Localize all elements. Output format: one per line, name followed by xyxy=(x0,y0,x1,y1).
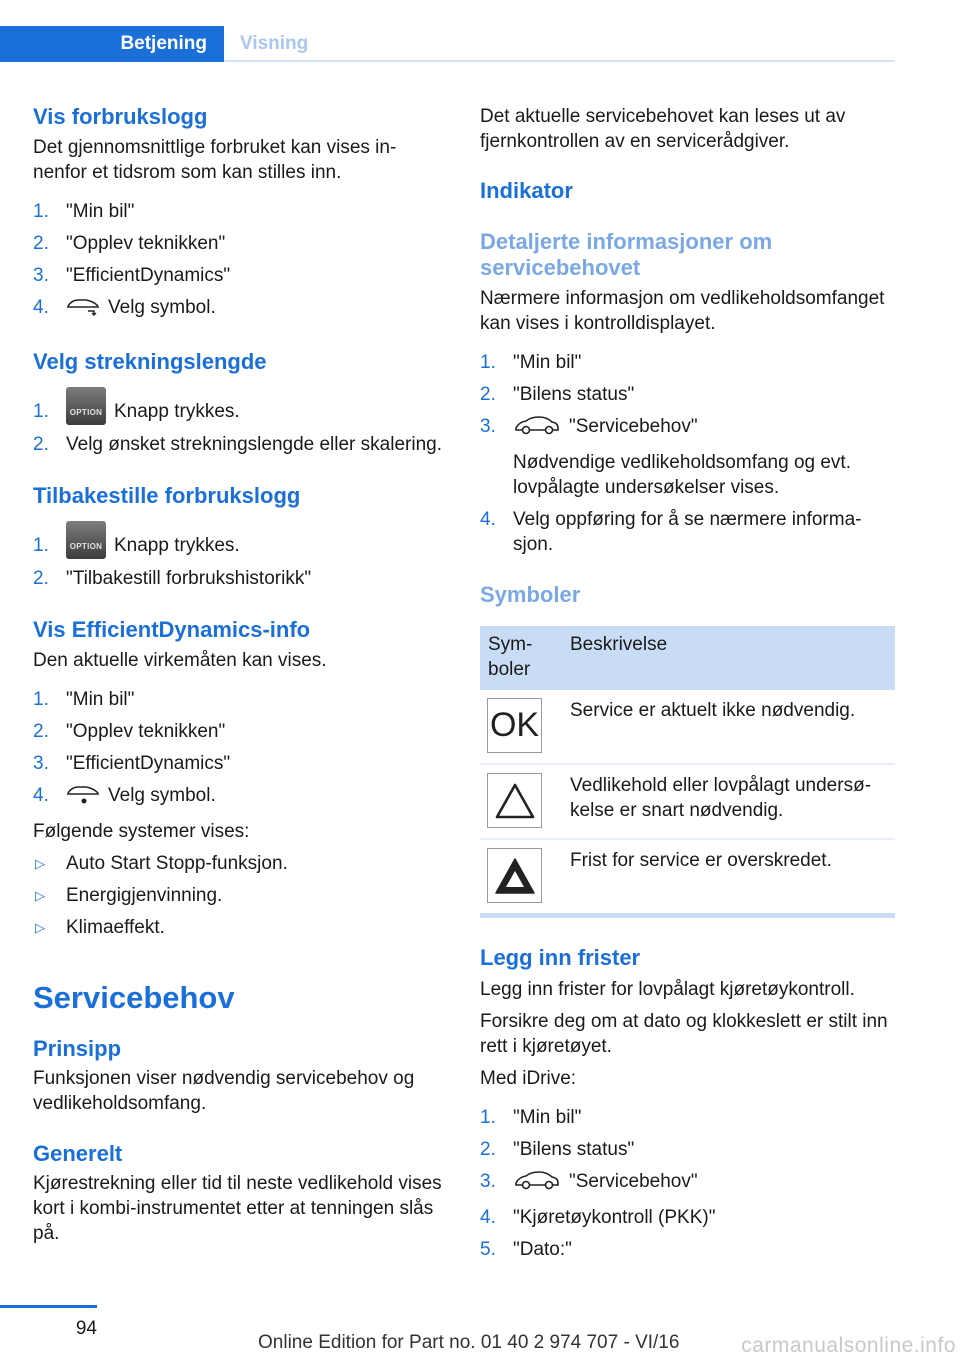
section-text: Kjørestrekning eller tid til neste vedlikehold vises kort i kombi-instrumentet etter at tenningen slås på. xyxy=(33,1173,442,1244)
list-item: 4. Velg oppføring for å se nærmere informasjon. xyxy=(480,509,862,555)
list-item: 3. "Servicebehov" xyxy=(480,1169,895,1198)
list-item: 1. "Min bil" xyxy=(33,201,135,222)
left-column xyxy=(33,100,443,1246)
section-intro: Det gjennomsnittlige forbruket kan vises innenfor et tidsrom som kan stilles inn. xyxy=(33,137,397,183)
table-bottom-rule xyxy=(480,913,895,918)
steps-list xyxy=(33,387,443,457)
systems-list xyxy=(33,851,443,940)
edition-text: Online Edition for Part no. 01 40 2 974 707 - VI/16 xyxy=(258,1332,680,1353)
list-item: 1. "Min bil" xyxy=(33,689,135,710)
section-title-detaljerte-informasjoner: Detaljerte informasjoner om servicebehovet xyxy=(480,229,773,280)
ok-symbol-icon: OK xyxy=(487,698,542,753)
list-item: 2. "Bilens status" xyxy=(480,1139,635,1160)
section-title-legg-inn-frister: Legg inn frister xyxy=(480,945,641,970)
table-cell: Vedlikehold eller lovpålagt undersøkelse er snart nødvendig. xyxy=(562,764,895,839)
right-column xyxy=(480,100,895,1262)
list-item: ▷ Auto Start Stopp-funksjon. xyxy=(35,853,288,874)
page-number: 94 xyxy=(75,1318,97,1339)
table-row xyxy=(480,839,895,913)
footer-rule xyxy=(0,1305,97,1308)
list-item: 2. "Opplev teknikken" xyxy=(33,233,226,254)
section-title-prinsipp: Prinsipp xyxy=(33,1036,122,1061)
section-title-indikator: Indikator xyxy=(480,178,573,203)
section-intro: Den aktuelle virkemåten kan vises. xyxy=(33,650,327,671)
list-item: 2. "Bilens status" xyxy=(480,384,635,405)
table-header-symbols: Symboler xyxy=(480,626,562,690)
table-header-description: Beskrivelse xyxy=(562,626,895,690)
section-text: Funksjonen viser nødvendig servicebehov og vedlikeholdsomfang. xyxy=(33,1068,415,1114)
table-row xyxy=(480,690,895,764)
list-item-subtext: Nødvendige vedlikeholdsomfang og evt. lovpålagte undersøkelser vises. xyxy=(513,452,851,498)
tab-visning[interactable]: Visning xyxy=(240,33,309,54)
list-item: 5. "Dato:" xyxy=(480,1239,572,1260)
car-icon xyxy=(66,297,100,324)
car-icon xyxy=(513,416,561,443)
list-item: ▷ Klimaeffekt. xyxy=(35,917,165,938)
car-icon xyxy=(513,1171,561,1198)
list-item: 1. "Min bil" xyxy=(480,352,582,373)
section-title-vis-forbrukslogg: Vis forbrukslogg xyxy=(33,104,208,129)
list-item: 2. Velg ønsket strekningslengde eller skalering. xyxy=(33,434,442,455)
intro-text: Det aktuelle servicebehovet kan leses ut av fjernkontrollen av en servicerådgiver. xyxy=(480,106,846,152)
list-item: 3. "Servicebehov" Nødvendige vedlikeholdsomfang og evt. lovpålagte undersøkelser vises. xyxy=(480,414,895,500)
list-item: 4. Velg symbol. xyxy=(33,783,443,812)
section-title-tilbakestille-forbrukslogg: Tilbakestille forbrukslogg xyxy=(33,483,301,508)
steps-list xyxy=(480,1105,895,1262)
section-title-symboler: Symboler xyxy=(480,582,581,607)
section-title-generelt: Generelt xyxy=(33,1141,123,1166)
car-icon xyxy=(66,785,100,812)
overdue-triangle-icon xyxy=(487,848,542,903)
list-item: 4. "Kjøretøykontroll (PKK)" xyxy=(480,1207,716,1228)
systems-intro: Følgende systemer vises: xyxy=(33,821,250,842)
section-text: Forsikre deg om at dato og klokkeslett er stilt inn rett i kjøretøyet. xyxy=(480,1011,888,1057)
warning-triangle-icon xyxy=(487,773,542,828)
list-item: ▷ Energigjenvinning. xyxy=(35,885,223,906)
list-item: 1. OPTION Knapp trykkes. xyxy=(33,521,443,559)
section-text: Nærmere informasjon om vedlikeholdsomfanget kan vises i kontrolldisplayet. xyxy=(480,288,885,334)
steps-list xyxy=(480,350,895,557)
table-header-row xyxy=(480,626,895,690)
section-text: Legg inn frister for lovpålagt kjøretøykontroll. xyxy=(480,979,855,1000)
list-item: 1. OPTION Knapp trykkes. xyxy=(33,387,443,425)
tab-betjening[interactable]: Betjening xyxy=(0,26,224,62)
list-item: 1. "Min bil" xyxy=(480,1107,582,1128)
table-cell: Service er aktuelt ikke nødvendig. xyxy=(562,690,895,764)
section-text: Med iDrive: xyxy=(480,1068,577,1089)
table-row xyxy=(480,764,895,839)
watermark[interactable]: carmanualsonline.info xyxy=(741,1334,956,1357)
option-button-icon: OPTION xyxy=(66,521,106,559)
list-item: 3. "EfficientDynamics" xyxy=(33,753,231,774)
chapter-title-servicebehov: Servicebehov xyxy=(33,980,235,1015)
table-cell: Frist for service er overskredet. xyxy=(570,850,832,871)
symbols-table xyxy=(480,626,895,913)
section-title-velg-strekningslengde: Velg strekningslengde xyxy=(33,349,267,374)
option-button-icon: OPTION xyxy=(66,387,106,425)
steps-list xyxy=(33,687,443,812)
header-tabbar xyxy=(0,26,895,62)
steps-list xyxy=(33,199,443,324)
list-item: 4. Velg symbol. xyxy=(33,295,443,324)
list-item: 2. "Opplev teknikken" xyxy=(33,721,226,742)
list-item: 2. "Tilbakestill forbrukshistorikk" xyxy=(33,568,312,589)
section-title-vis-efficientdynamics-info: Vis EfficientDynamics-info xyxy=(33,617,311,642)
list-item: 3. "EfficientDynamics" xyxy=(33,265,231,286)
steps-list xyxy=(33,521,443,591)
